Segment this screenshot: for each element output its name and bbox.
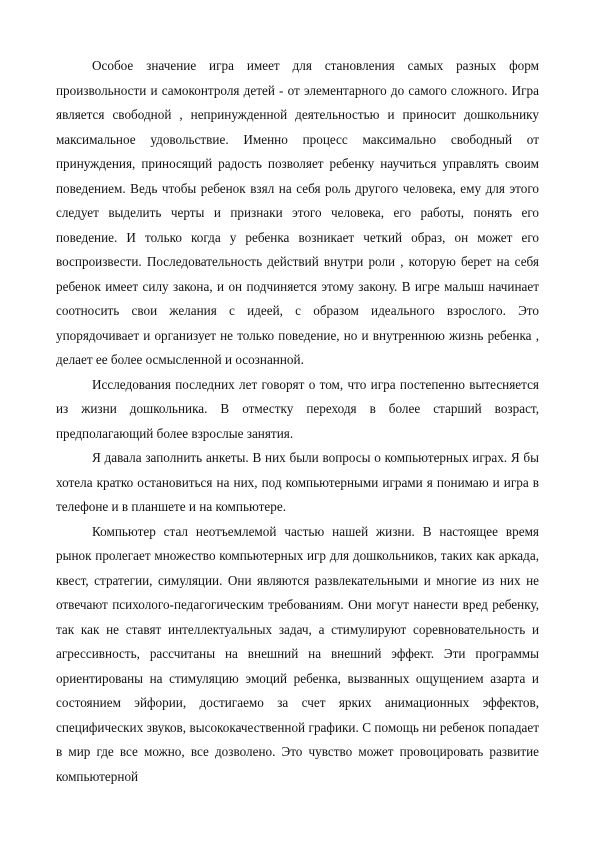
paragraph-4: Компьютер стал неотъемлемой частью нашей жизни. В настоящее время рынок пролегает множество компьютерных игр для дошкольников, таких как аркада, квест, стратегии, симуляции. Они являются развлекательными и многие из них не отвечают психолого-педагогическим требованиям. Они могут нанести вред ребенку, так как не ставят интеллектуальных задач, а стимулируют соревновательность и агрессивность, рассчитаны на внешний на внешний эффект. Эти программы ориентированы на стимуляцию эмоций ребенка, вызванных ощущением азарта и состоянием эйфории, достигаемо за счет ярких анимационных эффектов, специфических звуков, высококачественной графики. С помощь ни ребенок попадает в мир где все можно, все дозволено. Это чувство может провоцировать развитие компьютерной bbox=[56, 523, 539, 784]
body-text bbox=[56, 54, 539, 789]
paragraph-3: Я давала заполнить анкеты. В них были вопросы о компьютерных играх. Я бы хотела кратко остановиться на них, под компьютерными играми я понимаю и игра в телефоне и в планшете и на компьютере. bbox=[56, 450, 539, 514]
paragraph-1: Особое значение игра имеет для становления самых разных форм произвольности и самоконтроля детей - от элементарного до самого сложного. Игра является свободной , непринужденной деятельностью и приносит дошкольнику максимальное удовольствие. Именно процесс максимально свободный от принуждения, приносящий радость позволяет ребенку научиться управлять своим поведением. Ведь чтобы ребенок взял на себя роль другого человека, ему для этого следует выделить черты и признаки этого человека, его работы, понять его поведение. И только когда у ребенка возникает четкий образ, он может его воспроизвести. Последовательность действий внутри роли , которую берет на себя ребенок имеет силу закона, и он подчиняется этому закону. В игре малыш начинает соотносить свои желания с идеей, с образом идеального взрослого. Это упорядочивает и организует не только поведение, но и внутреннюю жизнь ребенка , делает ее более осмысленной и осознанной. bbox=[56, 58, 539, 367]
paragraph-2: Исследования последних лет говорят о том, что игра постепенно вытесняется из жизни дошкольника. В отместку переходя в более старший возраст, предполагающий более взрослые занятия. bbox=[56, 376, 539, 441]
